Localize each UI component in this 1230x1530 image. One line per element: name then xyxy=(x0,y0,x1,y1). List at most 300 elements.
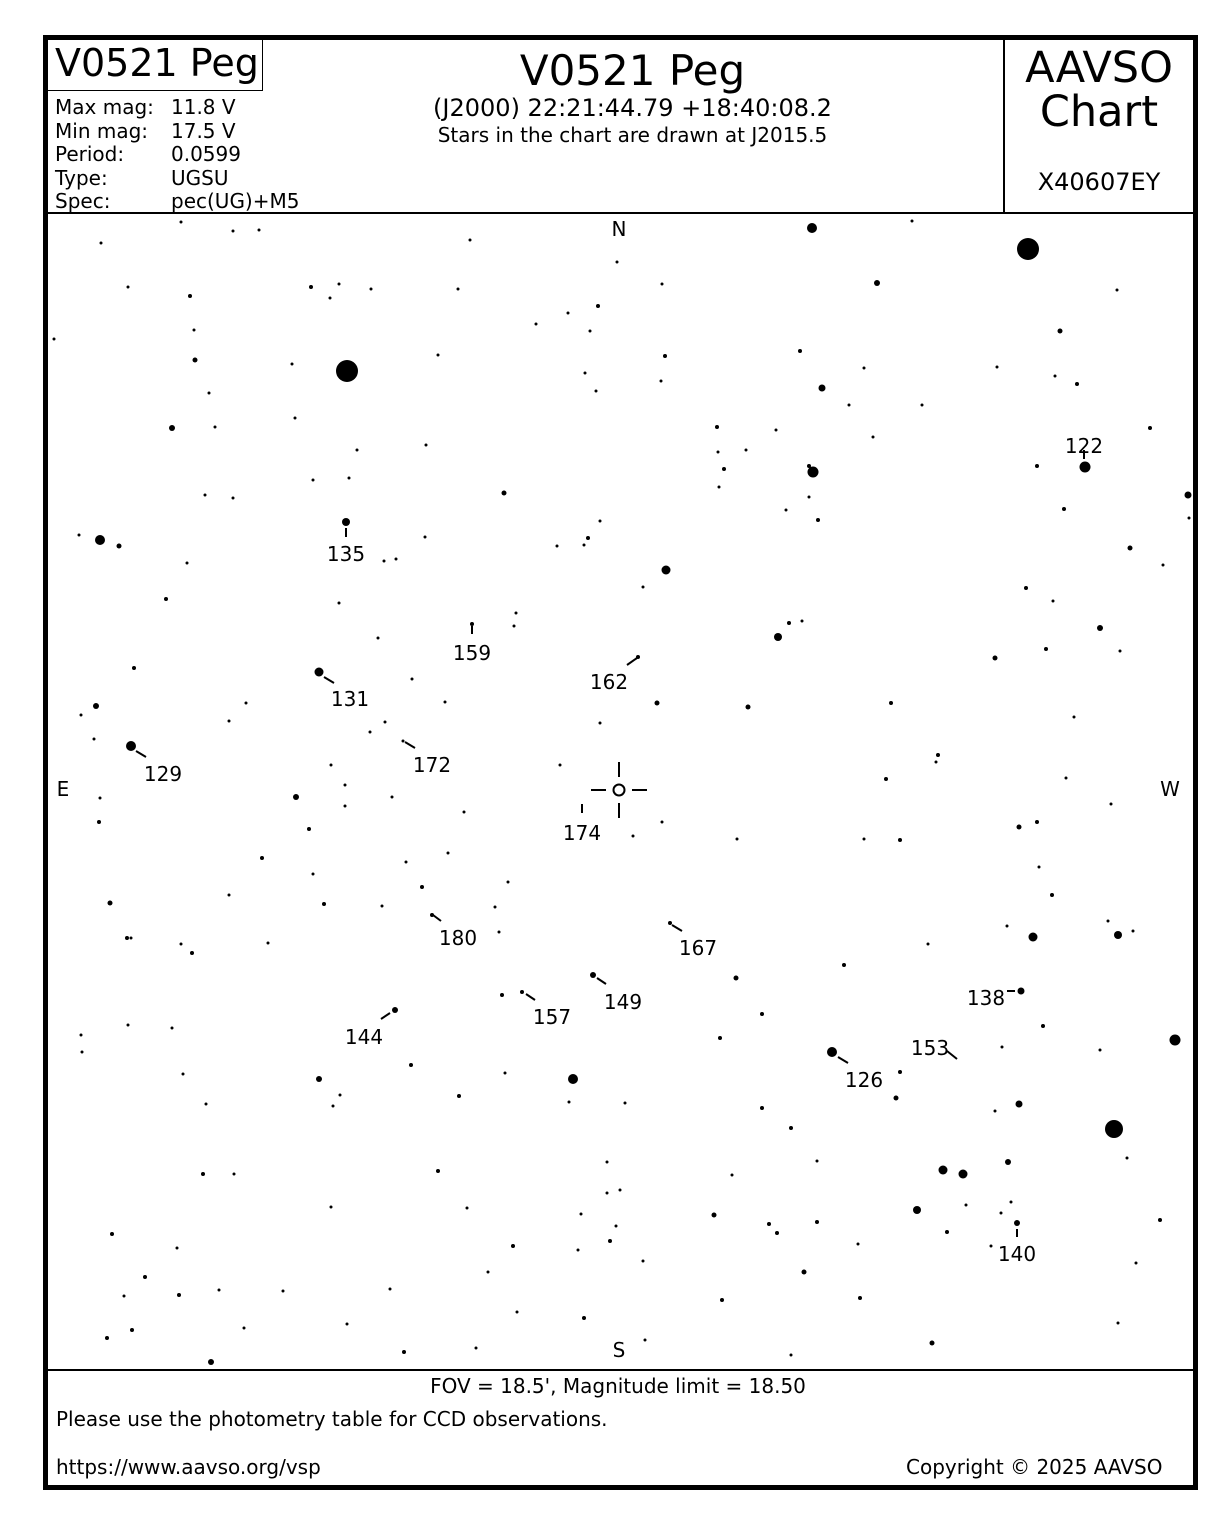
star xyxy=(884,777,888,781)
vsp-link[interactable]: https://www.aavso.org/vsp xyxy=(56,1455,321,1479)
star xyxy=(815,1220,819,1224)
star xyxy=(1041,1024,1045,1028)
star xyxy=(589,330,592,333)
star xyxy=(661,283,664,286)
star xyxy=(807,223,817,233)
star xyxy=(391,796,394,799)
comparison-label-180: 180 xyxy=(438,926,478,950)
star xyxy=(874,280,880,286)
star xyxy=(736,838,739,841)
star xyxy=(437,354,440,357)
star xyxy=(858,1296,862,1300)
target-marker xyxy=(591,762,647,818)
star xyxy=(513,625,516,628)
star xyxy=(1097,625,1103,631)
star xyxy=(243,1327,246,1330)
star xyxy=(965,1204,968,1207)
fov-text: FOV = 18.5', Magnitude limit = 18.50 xyxy=(430,1374,806,1398)
comparison-leader-162 xyxy=(627,658,637,665)
star xyxy=(1188,517,1191,520)
info-row-max-mag: Max mag: 11.8 V xyxy=(55,95,236,119)
star xyxy=(1018,988,1025,995)
star xyxy=(801,620,804,623)
star xyxy=(717,451,720,454)
star xyxy=(1126,1157,1129,1160)
star xyxy=(80,714,83,717)
star xyxy=(745,449,748,452)
star xyxy=(746,705,751,710)
star xyxy=(130,937,133,940)
star xyxy=(596,304,600,308)
star xyxy=(316,1076,322,1082)
star xyxy=(447,852,450,855)
comparison-leader-129 xyxy=(136,751,146,757)
star xyxy=(775,429,778,432)
star xyxy=(186,562,189,565)
star xyxy=(245,702,248,705)
star xyxy=(644,1339,647,1342)
star xyxy=(663,354,667,358)
star xyxy=(1119,650,1122,653)
comparison-leader-149 xyxy=(597,978,606,984)
star xyxy=(81,1051,84,1054)
comparison-label-167: 167 xyxy=(678,936,718,960)
star xyxy=(1035,464,1039,468)
star xyxy=(339,1094,342,1097)
star xyxy=(475,1347,478,1350)
star xyxy=(655,701,660,706)
star xyxy=(425,444,428,447)
comparison-label-144: 144 xyxy=(344,1025,384,1049)
star xyxy=(606,1161,609,1164)
star xyxy=(208,1359,214,1365)
star xyxy=(760,1012,764,1016)
star xyxy=(816,518,820,522)
star xyxy=(1080,462,1091,473)
star xyxy=(395,558,398,561)
star xyxy=(616,261,619,264)
star xyxy=(936,753,940,757)
star xyxy=(642,1260,645,1263)
star xyxy=(1110,803,1113,806)
star xyxy=(718,486,721,489)
star xyxy=(502,491,507,496)
star xyxy=(590,972,596,978)
star xyxy=(164,597,168,601)
star xyxy=(819,385,826,392)
comparison-label-138: 138 xyxy=(966,986,1006,1010)
info-row-min-mag: Min mag: 17.5 V xyxy=(55,118,236,143)
star xyxy=(842,963,846,967)
star xyxy=(1017,825,1022,830)
star xyxy=(346,1323,349,1326)
star xyxy=(228,720,231,723)
star xyxy=(559,764,562,767)
star xyxy=(260,856,264,860)
star xyxy=(201,1172,205,1176)
star xyxy=(993,656,998,661)
star xyxy=(1116,289,1119,292)
star xyxy=(487,1271,490,1274)
star xyxy=(214,426,217,429)
star xyxy=(204,494,207,497)
star xyxy=(718,1036,722,1040)
star xyxy=(322,902,326,906)
star xyxy=(125,936,129,940)
comparison-label-157: 157 xyxy=(532,1005,572,1029)
info-row-type: Type: UGSU xyxy=(55,165,229,190)
star xyxy=(798,349,802,353)
north-label: N xyxy=(611,217,627,241)
star xyxy=(1148,426,1152,430)
star xyxy=(193,329,196,332)
labels-layer xyxy=(144,434,1103,1266)
comparison-leader-180 xyxy=(433,915,441,921)
star xyxy=(100,242,103,245)
star xyxy=(420,885,424,889)
star xyxy=(945,1230,949,1234)
star xyxy=(580,1213,583,1216)
star xyxy=(599,722,602,725)
star xyxy=(535,323,538,326)
star xyxy=(228,894,231,897)
star xyxy=(1044,647,1048,651)
star xyxy=(176,1247,179,1250)
star xyxy=(402,1350,406,1354)
star xyxy=(516,1311,519,1314)
star xyxy=(927,943,930,946)
star xyxy=(169,425,175,431)
star xyxy=(409,1063,413,1067)
star xyxy=(336,360,358,382)
star xyxy=(411,678,414,681)
chart-id: X40607EY xyxy=(1037,168,1161,196)
star-name: V0521 Peg xyxy=(55,41,259,85)
comparison-leader-157 xyxy=(526,994,535,1000)
star xyxy=(583,544,586,547)
star xyxy=(233,1173,236,1176)
star xyxy=(424,536,427,539)
star xyxy=(889,701,893,705)
star xyxy=(312,873,315,876)
star xyxy=(1128,546,1133,551)
star xyxy=(582,1316,586,1320)
star xyxy=(504,1072,507,1075)
star xyxy=(1024,586,1028,590)
star xyxy=(498,931,501,934)
star xyxy=(722,467,726,471)
star xyxy=(1000,1212,1003,1215)
star xyxy=(1075,382,1079,386)
star xyxy=(619,1189,622,1192)
leaders-layer xyxy=(136,450,1084,1237)
comparison-label-135: 135 xyxy=(326,542,366,566)
star xyxy=(568,1101,571,1104)
star xyxy=(1158,1218,1162,1222)
star xyxy=(97,820,101,824)
comparison-leader-126 xyxy=(838,1057,848,1063)
star xyxy=(816,1160,819,1163)
star xyxy=(500,993,504,997)
star xyxy=(1050,893,1054,897)
star xyxy=(282,1290,285,1293)
info-row-spec: Spec: pec(UG)+M5 xyxy=(55,189,300,213)
star xyxy=(218,1289,221,1292)
west-label: W xyxy=(1160,777,1180,801)
star xyxy=(389,1288,392,1291)
star xyxy=(344,784,347,787)
star xyxy=(177,1293,181,1297)
star xyxy=(392,1007,398,1013)
star xyxy=(863,838,866,841)
star xyxy=(436,1169,440,1173)
star xyxy=(515,612,518,615)
star xyxy=(807,464,811,468)
star xyxy=(913,1206,921,1214)
star xyxy=(332,1105,335,1108)
star xyxy=(130,1328,134,1332)
star xyxy=(469,239,472,242)
star xyxy=(1054,375,1057,378)
star xyxy=(790,1354,793,1357)
star xyxy=(606,1192,609,1195)
star xyxy=(330,764,333,767)
star xyxy=(556,545,559,548)
star xyxy=(660,380,663,383)
target-circle xyxy=(614,785,625,796)
comparison-label-131: 131 xyxy=(330,687,370,711)
star xyxy=(470,622,474,626)
star xyxy=(95,535,105,545)
south-label: S xyxy=(612,1338,626,1362)
comparison-label-162: 162 xyxy=(589,670,629,694)
comparison-label-122: 122 xyxy=(1064,434,1104,458)
comparison-leader-167 xyxy=(672,925,682,931)
star xyxy=(127,286,130,289)
star xyxy=(381,905,384,908)
star xyxy=(180,221,183,224)
star xyxy=(105,1336,109,1340)
star xyxy=(444,701,447,704)
star xyxy=(1016,1101,1023,1108)
star xyxy=(312,479,315,482)
chart-title: V0521 Peg xyxy=(519,46,746,95)
star xyxy=(599,520,602,523)
star xyxy=(1132,930,1135,933)
star xyxy=(315,668,324,677)
star xyxy=(1117,1322,1120,1325)
star xyxy=(760,1106,764,1110)
star xyxy=(93,703,99,709)
star xyxy=(78,534,81,537)
star xyxy=(309,285,313,289)
star xyxy=(293,794,299,800)
star xyxy=(193,358,198,363)
star xyxy=(1005,1159,1011,1165)
star xyxy=(457,288,460,291)
star xyxy=(338,283,341,286)
star xyxy=(1073,716,1076,719)
star xyxy=(143,1275,147,1279)
star xyxy=(624,1102,627,1105)
star xyxy=(808,467,819,478)
star xyxy=(577,1249,580,1252)
star xyxy=(53,338,56,341)
star xyxy=(1058,329,1063,334)
star xyxy=(990,1245,993,1248)
coordinates: (J2000) 22:21:44.79 +18:40:08.2 xyxy=(433,94,832,122)
star xyxy=(383,560,386,563)
star xyxy=(911,220,914,223)
star xyxy=(1001,1046,1004,1049)
star xyxy=(291,363,294,366)
copyright: Copyright © 2025 AAVSO xyxy=(906,1455,1163,1479)
star xyxy=(338,602,341,605)
star xyxy=(267,942,270,945)
star xyxy=(294,417,297,420)
star xyxy=(507,881,510,884)
star xyxy=(642,586,645,589)
comparison-label-140: 140 xyxy=(997,1242,1037,1266)
star xyxy=(1014,1220,1020,1226)
star xyxy=(232,497,235,500)
star xyxy=(930,1341,935,1346)
star xyxy=(567,312,570,315)
comparison-label-149: 149 xyxy=(603,990,643,1014)
star xyxy=(342,518,350,526)
ccd-note: Please use the photometry table for CCD observations. xyxy=(56,1407,608,1431)
star xyxy=(99,797,102,800)
star xyxy=(405,861,408,864)
east-label: E xyxy=(56,777,70,801)
star xyxy=(608,1239,612,1243)
star xyxy=(615,1225,618,1228)
star xyxy=(402,740,405,743)
star xyxy=(466,1207,469,1210)
star xyxy=(568,1074,578,1084)
star xyxy=(1010,1201,1013,1204)
star xyxy=(1170,1035,1181,1046)
star xyxy=(712,1213,717,1218)
star xyxy=(171,1027,174,1030)
stars-layer xyxy=(53,220,1192,1366)
star xyxy=(110,1232,114,1236)
star xyxy=(595,390,598,393)
star xyxy=(1107,920,1110,923)
star xyxy=(307,827,311,831)
star xyxy=(182,1073,185,1076)
star xyxy=(1105,1120,1123,1138)
star xyxy=(1185,492,1192,499)
star xyxy=(668,921,672,925)
star xyxy=(959,1170,968,1179)
star xyxy=(789,1126,793,1130)
star xyxy=(1038,866,1041,869)
comparison-leader-144 xyxy=(381,1013,390,1019)
star xyxy=(369,731,372,734)
comparison-leader-172 xyxy=(405,742,415,748)
star xyxy=(384,721,387,724)
star xyxy=(894,1096,899,1101)
comparison-label-129: 129 xyxy=(143,762,183,786)
star xyxy=(1052,600,1055,603)
star xyxy=(126,741,136,751)
star xyxy=(370,288,373,291)
star xyxy=(457,1094,461,1098)
brand-line-1: AAVSO xyxy=(1025,43,1173,93)
star xyxy=(863,367,866,370)
brand-line-2: Chart xyxy=(1039,87,1159,137)
star xyxy=(767,1222,771,1226)
star xyxy=(377,637,380,640)
star xyxy=(1135,1262,1138,1265)
star xyxy=(127,1024,130,1027)
star xyxy=(774,633,782,641)
star xyxy=(190,951,194,955)
star xyxy=(996,366,999,369)
star xyxy=(208,392,211,395)
star xyxy=(632,835,635,838)
star xyxy=(1062,507,1066,511)
comparison-label-159: 159 xyxy=(452,641,492,665)
star xyxy=(808,496,811,499)
star xyxy=(775,1231,779,1235)
star xyxy=(1114,931,1122,939)
comparison-leader-131 xyxy=(324,677,334,683)
star xyxy=(715,425,719,429)
star xyxy=(520,990,524,994)
star xyxy=(494,906,497,909)
star xyxy=(1035,820,1039,824)
star xyxy=(848,404,851,407)
comparison-label-153: 153 xyxy=(910,1036,950,1060)
info-row-period: Period: 0.0599 xyxy=(55,142,241,166)
star xyxy=(1029,933,1038,942)
comparison-label-172: 172 xyxy=(412,753,452,777)
star xyxy=(463,811,466,814)
star xyxy=(731,1174,734,1177)
star xyxy=(857,1243,860,1246)
star xyxy=(132,666,136,670)
star xyxy=(180,943,183,946)
star xyxy=(872,436,875,439)
star xyxy=(785,509,788,512)
star xyxy=(939,1166,948,1175)
star xyxy=(1065,777,1068,780)
comparison-label-126: 126 xyxy=(844,1068,884,1092)
star xyxy=(117,544,122,549)
star xyxy=(1017,238,1039,260)
star xyxy=(329,297,332,300)
star xyxy=(734,976,739,981)
star xyxy=(511,1244,515,1248)
star xyxy=(720,1298,724,1302)
star xyxy=(802,1270,807,1275)
epoch-note: Stars in the chart are drawn at J2015.5 xyxy=(437,123,828,147)
star xyxy=(348,477,351,480)
star xyxy=(921,404,924,407)
star xyxy=(356,449,359,452)
star xyxy=(1162,564,1165,567)
star xyxy=(205,1103,208,1106)
star xyxy=(1006,925,1009,928)
star xyxy=(787,621,791,625)
star xyxy=(258,229,261,232)
star xyxy=(123,1295,126,1298)
star xyxy=(661,821,664,824)
comparison-label-174: 174 xyxy=(562,821,602,845)
star xyxy=(994,1110,997,1113)
